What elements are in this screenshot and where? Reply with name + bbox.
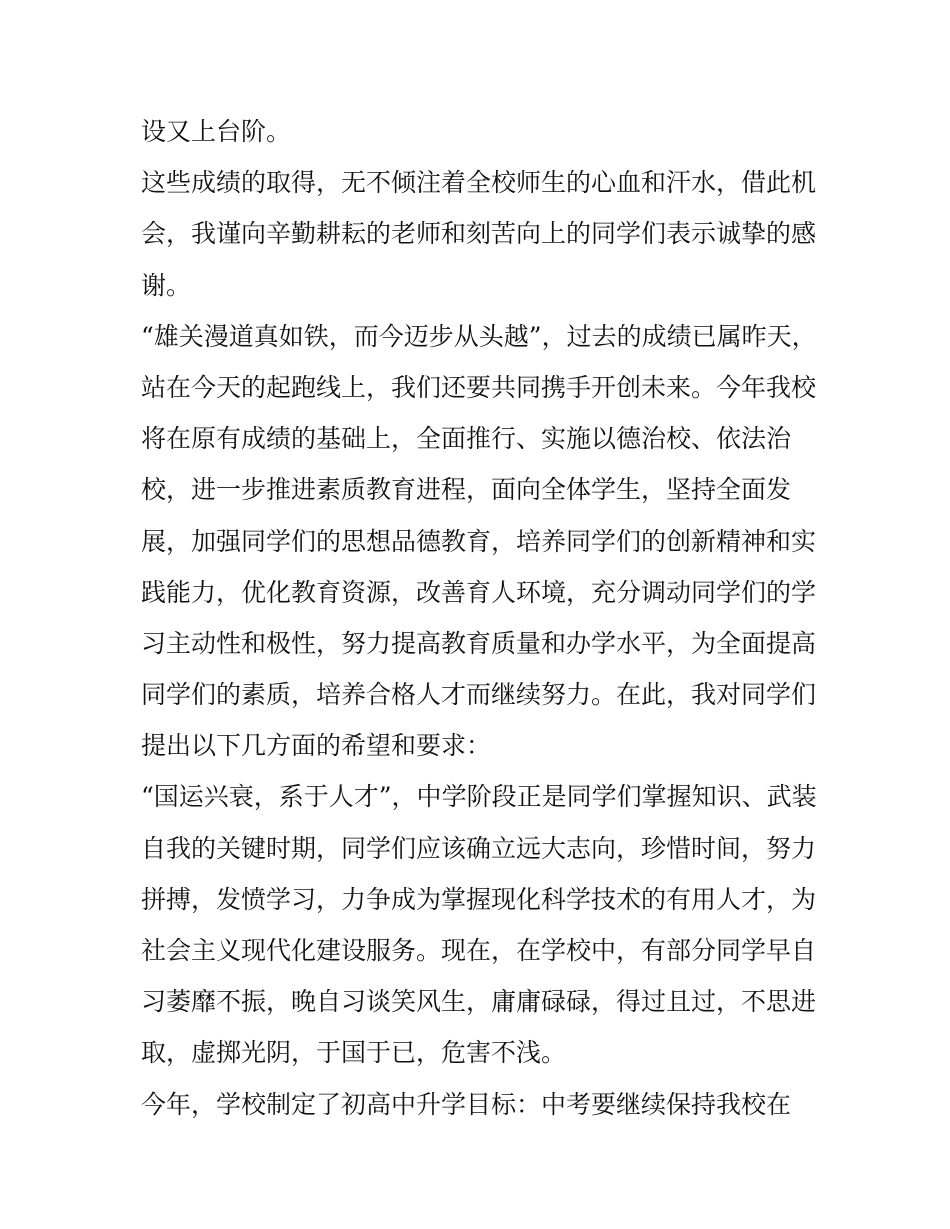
document-body bbox=[141, 106, 817, 1130]
text-line: 习主动性和极性，努力提高教育质量和办学水平，为全面提高 bbox=[141, 628, 817, 658]
text-line: 将在原有成绩的基础上，全面推行、实施以德治校、依法治 bbox=[141, 424, 792, 454]
text-line: 取，虚掷光阴，于国于已，危害不浅。 bbox=[141, 1038, 567, 1068]
text-line: 自我的关键时期，同学们应该确立远大志向，珍惜时间，努力 bbox=[141, 833, 817, 863]
text-line: 谢。 bbox=[141, 270, 192, 300]
text-line: 同学们的素质，培养合格人才而继续努力。在此，我对同学们 bbox=[141, 680, 817, 710]
text-line: 社会主义现代化建设服务。现在，在学校中，有部分同学早自 bbox=[141, 936, 817, 965]
text-line: 会，我谨向辛勤耕耘的老师和刻苦向上的同学们表示诚挚的感 bbox=[141, 219, 817, 249]
text-line: 校，进一步推进素质教育进程，面向全体学生，坚持全面发 bbox=[141, 475, 792, 505]
text-line: 今年，学校制定了初高中升学目标：中考要继续保持我校在 bbox=[141, 1089, 792, 1119]
text-line: 拼搏，发愤学习，力争成为掌握现化科学技术的有用人才，为 bbox=[141, 884, 817, 914]
text-line: 践能力，优化教育资源，改善育人环境，充分调动同学们的学 bbox=[141, 577, 817, 607]
text-line: “雄关漫道真如铁，而今迈步从头越”，过去的成绩已属昨天， bbox=[141, 321, 817, 351]
text-line: 提出以下几方面的希望和要求： bbox=[141, 731, 492, 761]
text-line: 习萎靡不振，晚自习谈笑风生，庸庸碌碌，得过且过，不思进 bbox=[141, 987, 817, 1017]
text-line: 这些成绩的取得，无不倾注着全校师生的心血和汗水，借此机 bbox=[141, 168, 817, 198]
text-line: 展，加强同学们的思想品德教育，培养同学们的创新精神和实 bbox=[141, 526, 817, 556]
text-line: 站在今天的起跑线上，我们还要共同携手开创未来。今年我校 bbox=[141, 372, 817, 402]
text-line: “国运兴衰，系于人才”，中学阶段正是同学们掌握知识、武装 bbox=[141, 782, 817, 812]
text-line: 设又上台阶。 bbox=[141, 117, 292, 146]
